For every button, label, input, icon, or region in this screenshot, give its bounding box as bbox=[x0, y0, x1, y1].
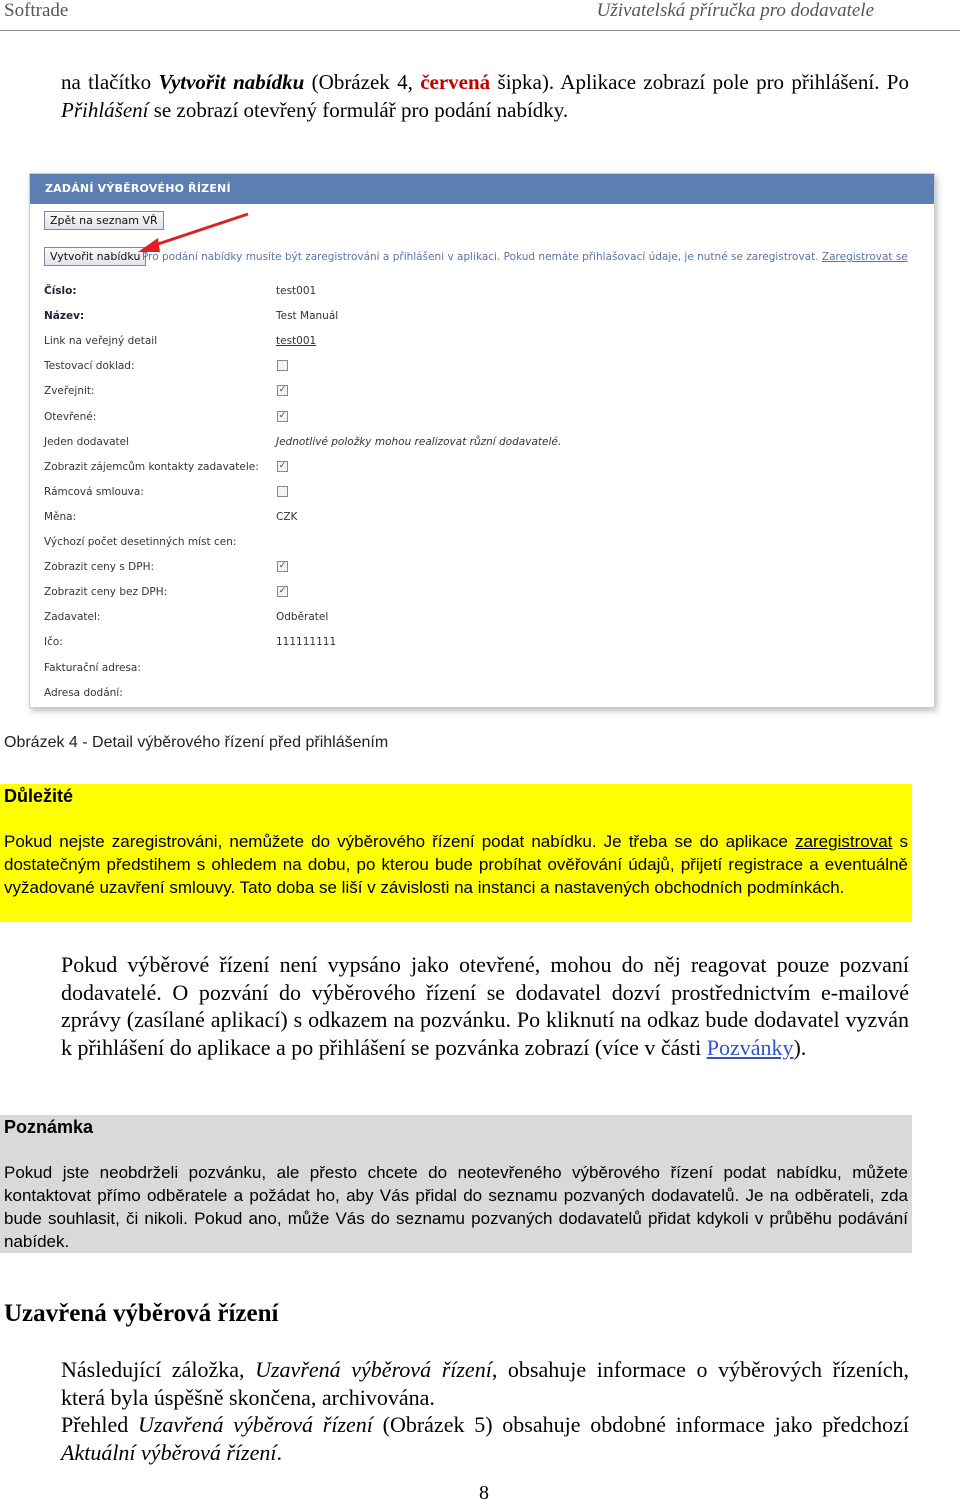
detail-field-label: Zobrazit ceny s DPH: bbox=[44, 561, 155, 574]
detail-field-label: Číslo: bbox=[44, 285, 77, 297]
registration-notice-text: Pro podání nabídky musíte být zaregistrováni a přihlášeni v aplikaci. Pokud nemáte přihlašovací údaje, je nutné se zaregistrovat. bbox=[142, 251, 819, 263]
figure-caption: Obrázek 4 - Detail výběrového řízení před přihlášením bbox=[4, 734, 389, 751]
invited-suppliers-paragraph bbox=[61, 951, 909, 1061]
detail-field-row bbox=[44, 687, 924, 708]
detail-field-checkbox bbox=[277, 360, 288, 371]
detail-field-row bbox=[44, 360, 924, 384]
paragraph-italic: Aktuální výběrová řízení bbox=[61, 1439, 277, 1465]
important-text-part: Pokud nejste zaregistrováni, nemůžete do výběrového řízení podat nabídku. Je třeba se do aplikace bbox=[4, 832, 796, 851]
detail-field-checkbox: ✓ bbox=[278, 460, 287, 471]
detail-field-checkbox: ✓ bbox=[278, 410, 287, 421]
screenshot-title: ZADÁNÍ VÝBĚROVÉHO ŘÍZENÍ bbox=[30, 174, 934, 204]
detail-field-label: Testovací doklad: bbox=[44, 360, 135, 373]
register-link[interactable]: zaregistrovat bbox=[795, 832, 893, 851]
detail-field-row bbox=[44, 385, 924, 409]
invitations-link[interactable]: Pozvánky bbox=[706, 1034, 794, 1060]
important-title: Důležité bbox=[4, 786, 74, 806]
detail-field-label: Zadavatel: bbox=[44, 611, 101, 624]
detail-field-checkbox: ✓ bbox=[278, 586, 287, 597]
figure-screenshot bbox=[29, 173, 935, 708]
detail-field-row bbox=[44, 411, 924, 435]
intro-text: se zobrazí otevřený formulář pro podání nabídky. bbox=[148, 98, 569, 122]
public-detail-link[interactable]: test001 bbox=[276, 335, 317, 348]
note-title: Poznámka bbox=[4, 1117, 94, 1137]
note-box bbox=[0, 1115, 912, 1253]
intro-red-word: červená bbox=[420, 70, 491, 94]
detail-field-label: Jeden dodavatel bbox=[44, 435, 130, 448]
important-text bbox=[4, 830, 908, 899]
overview-paragraph bbox=[61, 1411, 909, 1466]
important-text-part: s dostatečným předstihem s ohledem na dobu, po kterou bude probíhat ověřování údajů, přijetí registrace a eventuálně vyžadované uzavření smlouvy. Tato doba se liší v závislosti na instanci a nastavených obchodních podmínkách. bbox=[4, 832, 908, 897]
detail-field-row bbox=[44, 636, 924, 660]
header-divider bbox=[0, 30, 960, 31]
intro-button-name: Vytvořit nabídku bbox=[158, 70, 305, 94]
intro-paragraph bbox=[61, 68, 909, 124]
intro-login-word: Přihlášení bbox=[61, 98, 149, 122]
closed-tab-paragraph bbox=[61, 1356, 909, 1411]
detail-field-label: Zobrazit zájemcům kontakty zadavatele: bbox=[44, 460, 259, 473]
detail-field-label: Zveřejnit: bbox=[44, 385, 95, 398]
paragraph-italic: Uzavřená výběrová řízení bbox=[255, 1357, 492, 1382]
page-number: 8 bbox=[479, 1482, 489, 1504]
detail-field-label: Název: bbox=[44, 310, 85, 323]
detail-field-row bbox=[44, 536, 924, 560]
detail-field-value: CZK bbox=[276, 510, 298, 523]
header-company: Softrade bbox=[4, 0, 69, 21]
paragraph-italic: Uzavřená výběrová řízení bbox=[137, 1412, 373, 1437]
register-link[interactable]: Zaregistrovat se bbox=[821, 251, 908, 263]
detail-field-value: test001 bbox=[276, 285, 317, 297]
detail-field-value: Jednotlivé položky mohou realizovat různí dodavatelé. bbox=[276, 435, 562, 448]
detail-field-label: Měna: bbox=[44, 510, 77, 523]
detail-field-row bbox=[44, 561, 924, 585]
paragraph-text: (Obrázek 5) obsahuje obdobné informace jako předchozí bbox=[372, 1412, 909, 1437]
detail-field-checkbox: ✓ bbox=[278, 385, 287, 396]
detail-field-label: Zobrazit ceny bez DPH: bbox=[44, 586, 168, 599]
intro-text: šipka). Aplikace zobrazí pole pro přihlášení. Po bbox=[490, 70, 909, 94]
back-to-list-button[interactable]: Zpět na seznam VŘ bbox=[44, 211, 164, 230]
detail-field-row bbox=[44, 586, 924, 610]
detail-field-row bbox=[44, 662, 924, 686]
detail-field-row bbox=[44, 310, 924, 334]
header-document-title: Uživatelská příručka pro dodavatele bbox=[596, 0, 874, 21]
detail-field-value: Odběratel bbox=[276, 611, 329, 624]
detail-field-row bbox=[44, 436, 924, 460]
detail-field-label: Rámcová smlouva: bbox=[44, 485, 144, 498]
paragraph-text: ). bbox=[793, 1034, 807, 1060]
detail-field-value: Test Manuál bbox=[276, 310, 339, 323]
detail-field-label: Fakturační adresa: bbox=[44, 661, 141, 674]
detail-field-row bbox=[44, 486, 924, 510]
detail-field-label: Otevřené: bbox=[44, 410, 97, 423]
detail-field-row bbox=[44, 611, 924, 635]
paragraph-text: . bbox=[276, 1439, 282, 1465]
detail-field-label: Výchozí počet desetinných míst cen: bbox=[44, 536, 237, 548]
intro-text: na tlačítko bbox=[61, 70, 159, 94]
paragraph-text: Přehled bbox=[61, 1412, 138, 1437]
detail-field-checkbox bbox=[277, 486, 288, 497]
detail-field-row bbox=[44, 461, 924, 485]
paragraph-text: Následující záložka, bbox=[61, 1357, 256, 1382]
detail-field-value: 111111111 bbox=[276, 636, 337, 649]
detail-field-label: Adresa dodání: bbox=[44, 686, 123, 699]
paragraph-text: Pokud výběrové řízení není vypsáno jako otevřené, mohou do něj reagovat pouze pozvaní dodavatelé. O pozvání do výběrového řízení se dodavatel dozví prostřednictvím e-mailové zprávy (zasílané aplikací) s odkazem na pozvánku. Po kliknutí na odkaz bude dodavatel vyzván k přihlášení do aplikace a po přihlášení se pozvánka zobrazí (více v části bbox=[61, 952, 909, 1060]
detail-field-row bbox=[44, 335, 924, 359]
paragraph-text: , obsahuje informace o výběrových řízeních, která byla úspěšně skončena, archivována. bbox=[61, 1357, 909, 1410]
detail-field-label: Link na veřejný detail bbox=[44, 335, 158, 348]
detail-field-row bbox=[44, 511, 924, 535]
note-text: Pokud jste neobdrželi pozvánku, ale přesto chcete do neotevřeného výběrového řízení podat nabídku, můžete kontaktovat přímo odběratele a požádat ho, aby Vás přidal do seznamu pozvaných dodavatelů. Je na odběrateli, zda bude souhlasit, či nikoli. Pokud ano, může Vás do seznamu pozvaných dodavatelů přidat kdykoli v průběhu podávání nabídek. bbox=[4, 1163, 908, 1251]
intro-text: (Obrázek 4, bbox=[304, 70, 421, 94]
important-box bbox=[0, 784, 912, 922]
create-offer-button[interactable]: Vytvořit nabídku bbox=[44, 247, 146, 266]
section-heading: Uzavřená výběrová řízení bbox=[4, 1300, 279, 1327]
detail-field-row bbox=[44, 285, 924, 309]
detail-field-label: Ičo: bbox=[44, 636, 63, 649]
registration-notice bbox=[142, 251, 908, 263]
detail-field-checkbox: ✓ bbox=[278, 561, 287, 572]
